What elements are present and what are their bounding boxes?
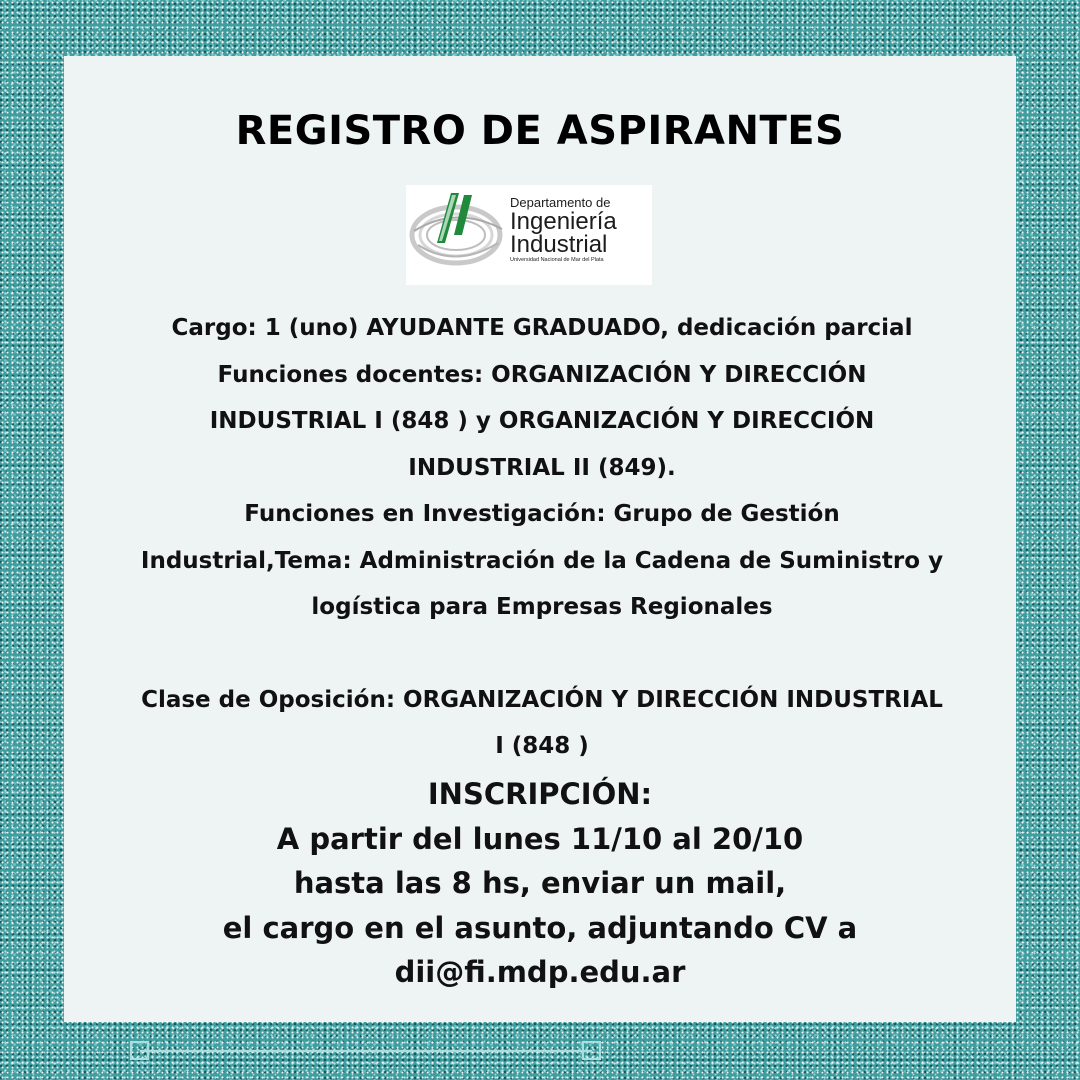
inscripcion-line-3: el cargo en el asunto, adjuntando CV a	[222, 910, 858, 945]
funciones-docentes-line-1: Funciones docentes: ORGANIZACIÓN Y DIRECCIÓN	[217, 361, 867, 388]
logo-line-4: Universidad Nacional de Mar del Plata	[510, 257, 604, 263]
inscripcion-line-1: A partir del lunes 11/10 al 20/10	[276, 821, 804, 856]
inscripcion-heading: INSCRIPCIÓN:	[427, 777, 653, 811]
funciones-docentes-line-2: INDUSTRIAL I (848 ) y ORGANIZACIÓN Y DIRECCIÓN	[209, 408, 875, 434]
position-details	[72, 305, 1012, 770]
oposicion-line-1: Clase de Oposición: ORGANIZACIÓN Y DIRECCIÓN INDUSTRIAL	[141, 686, 943, 713]
logo-emblem-icon	[406, 185, 510, 285]
inscripcion-section	[64, 772, 1016, 995]
cargo-line: Cargo: 1 (uno) AYUDANTE GRADUADO, dedicación parcial	[171, 315, 913, 341]
investigacion-line-3: logística para Empresas Regionales	[311, 594, 773, 620]
logo-line-2: Ingeniería	[510, 208, 617, 235]
logo-line-1: Departamento de	[510, 195, 611, 210]
decorative-square-icon	[130, 1041, 149, 1060]
logo-line-3: Industrial	[510, 231, 608, 258]
inscripcion-line-2: hasta las 8 hs, enviar un mail,	[293, 866, 787, 900]
decorative-line	[140, 1050, 592, 1052]
page-title: REGISTRO DE ASPIRANTES	[235, 108, 845, 154]
spacer	[72, 631, 1012, 677]
investigacion-line-1: Funciones en Investigación: Grupo de Gestión	[244, 501, 840, 527]
department-logo	[406, 185, 652, 285]
investigacion-line-2: Industrial,Tema: Administración de la Cadena de Suministro y	[140, 547, 944, 574]
contact-email: dii@fi.mdp.edu.ar	[394, 955, 686, 989]
funciones-docentes-line-3: INDUSTRIAL II (849).	[408, 454, 676, 481]
oposicion-line-2: I (848 )	[495, 733, 589, 759]
decorative-square-icon	[582, 1041, 601, 1060]
